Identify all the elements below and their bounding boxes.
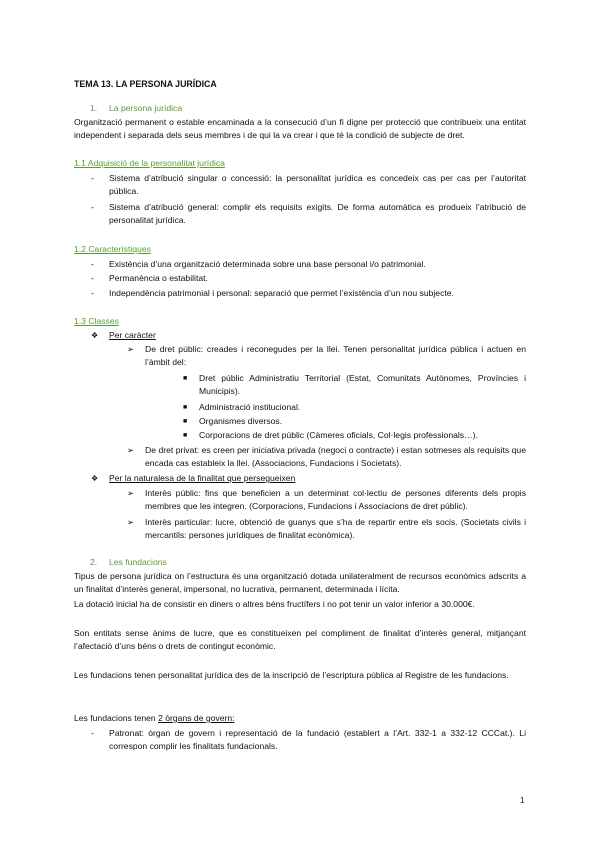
arrow-bullet: ➢ (127, 488, 135, 498)
square-bullet: ■ (183, 432, 188, 439)
subsection-1-1-heading: 1.1 Adquisició de la personalitat jurídica (74, 158, 225, 168)
list-item: Dret públic Administratiu Territorial (Estat, Comunitats Autònomes, Províncies i Municipis). (199, 373, 526, 396)
list-item: Interès particular: lucre, obtenció de guanys que s’ha de repartir entre els socis. (Societats civils i mercantils: persones jurídiques de finalitat econòmica). (145, 517, 526, 540)
group-label: Per la naturalesa de la finalitat que persegueixen (109, 473, 296, 483)
list-item: Sistema d’atribució general: complir els requisits exigits. De forma automàtica es produeix l’atribució de personalitat jurídica. (109, 202, 526, 225)
list-item: Permanència o estabilitat. (109, 273, 208, 283)
group-label: Per caràcter (109, 330, 156, 340)
subsection-1-2-heading: 1.2 Característiques (74, 244, 151, 254)
square-bullet: ■ (183, 404, 188, 411)
list-item: Organismes diversos. (199, 416, 283, 426)
paragraph: Les fundacions tenen personalitat jurídica des de la inscripció de l’escriptura pública al Registre de les fundacions. (74, 670, 509, 680)
section-2-heading: 2. Les fundacions (90, 557, 167, 567)
dash-bullet: - (91, 202, 94, 212)
dash-bullet: - (91, 173, 94, 183)
arrow-bullet: ➢ (127, 517, 135, 527)
paragraph: Son entitats sense ànims de lucre, que es constitueixen pel compliment de finalitat d’interès general, mitjançant l’afectació d’uns béns o drets de contingut econòmic. (74, 628, 526, 651)
list-item: Independència patrimonial i personal: separació que permet l’existència d’un nou subjecte. (109, 288, 454, 298)
document-page (74, 0, 526, 848)
dash-bullet: - (91, 728, 94, 738)
list-item: Existència d’una organització determinada sobre una base personal i/o patrimonial. (109, 259, 426, 269)
subsection-1-3-heading: 1.3 Classes (74, 316, 119, 326)
square-bullet: ■ (183, 375, 188, 382)
list-item: De dret públic: creades i reconegudes per la llei. Tenen personalitat jurídica pública i actuen en l’àmbit del: (145, 344, 526, 367)
dash-bullet: - (91, 259, 94, 269)
dash-bullet: - (91, 273, 94, 283)
paragraph: Tipus de persona jurídica on l’estructura és una organització dotada unilateralment de recursos econòmics adscrits a un finalitat d’interès general, impersonal, no lucrativa, permanent, determinada i lícita. (74, 571, 526, 594)
organs-intro: Les fundacions tenen 2 òrgans de govern: (74, 713, 235, 723)
square-bullet: ■ (183, 418, 188, 425)
section-1-heading: 1. La persona jurídica (90, 103, 183, 113)
list-item: Corporacions de dret públic (Càmeres oficials, Col·legis professionals…). (199, 430, 478, 440)
arrow-bullet: ➢ (127, 445, 135, 455)
dash-bullet: - (91, 288, 94, 298)
diamond-bullet: ❖ (91, 474, 99, 483)
list-item: Sistema d’atribució singular o concessió: la personalitat jurídica es concedeix cas per cas per l’autoritat pública. (109, 173, 526, 196)
section-1-definition: Organització permanent o estable encaminada a la consecució d’un fi digne per protecció que contribueix una entitat independent i separada dels seus membres i de qui la va crear i que té la condició de subjecte de dret. (74, 117, 526, 140)
list-item: Patronat: òrgan de govern i representació de la fundació (establert a l’Art. 332-1 a 332-12 CCCat.). Li correspon complir les finalitats fundacionals. (109, 728, 526, 751)
paragraph: La dotació inicial ha de consistir en diners o altres béns fructífers i no pot tenir un valor inferior a 30.000€. (74, 599, 475, 609)
list-item: Administració institucional. (199, 402, 301, 412)
list-item: Interès públic: fins que beneficien a un determinat col·lectiu de persones diferents dels propis membres que les integren. (Corporacions, Fundacions i Associacions de dret públic). (145, 488, 526, 511)
arrow-bullet: ➢ (127, 344, 135, 354)
document-title: TEMA 13. LA PERSONA JURÍDICA (74, 79, 217, 89)
diamond-bullet: ❖ (91, 331, 99, 340)
list-item: De dret privat: es creen per iniciativa privada (negoci o contracte) i estan sotmeses als requisits que encada cas estableix la llei. (Associacions, Fundacions i Societats). (145, 445, 526, 468)
page-number: 1 (520, 796, 525, 805)
